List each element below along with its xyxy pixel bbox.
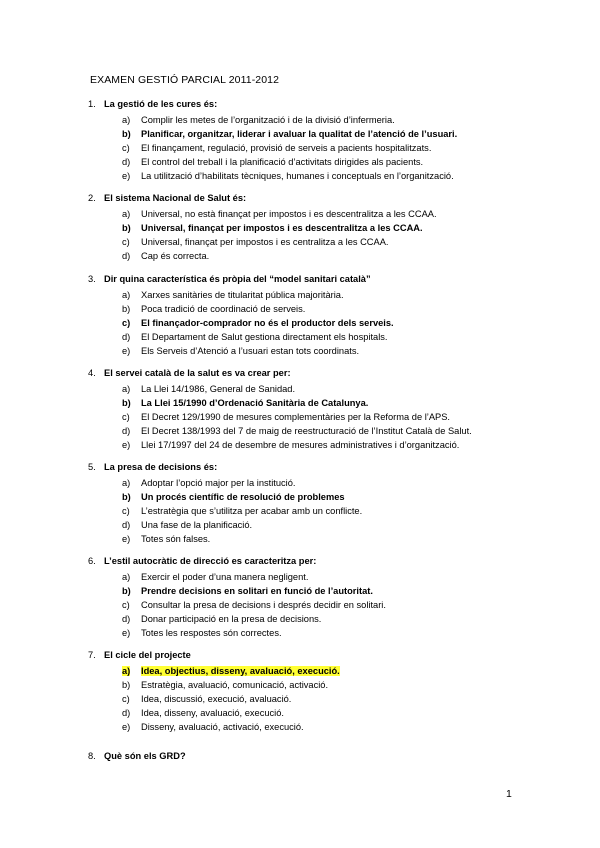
option-text: Un procés científic de resolució de problemes — [141, 491, 345, 502]
option-text: Idea, disseny, avaluació, execució. — [141, 707, 284, 718]
option-text: Universal, no està finançat per impostos i es descentralitza a les CCAA. — [141, 208, 437, 219]
option-letter: e) — [122, 533, 131, 544]
page-number: 1 — [506, 788, 512, 800]
option-letter: b) — [122, 397, 131, 408]
option-text: El control del treball i la planificació d’activitats dirigides als pacients. — [141, 156, 424, 167]
option-letter: c) — [122, 317, 131, 328]
question-heading — [88, 556, 317, 566]
option-letter: d) — [122, 707, 131, 718]
option-letter: a) — [122, 383, 131, 394]
option-letter: c) — [122, 236, 130, 247]
question-text: La presa de decisions és: — [104, 462, 218, 472]
option-text: Totes les respostes són correctes. — [141, 627, 282, 638]
option-letter: b) — [122, 679, 131, 690]
option-letter: a) — [122, 289, 131, 300]
option-letter: b) — [122, 585, 131, 596]
question-number: 5. — [88, 462, 96, 472]
question-text: La gestió de les cures és: — [104, 99, 218, 109]
option-letter: c) — [122, 411, 130, 422]
option-text: Complir les metes de l’organització i de la divisió d’infermeria. — [141, 114, 395, 125]
question-number: 6. — [88, 556, 96, 566]
option-text: Totes són falses. — [141, 533, 211, 544]
option-text: Donar participació en la presa de decisions. — [141, 613, 322, 624]
option-text: El finançador-comprador no és el productor dels serveis. — [141, 317, 394, 328]
option-text: Els Serveis d’Atenció a l’usuari estan tots coordinats. — [141, 345, 360, 356]
option-letter: a) — [122, 208, 131, 219]
option-text: El Decret 138/1993 del 7 de maig de reestructuració de l’Institut Català de Salut. — [141, 425, 472, 436]
option-text: Exercir el poder d’una manera negligent. — [141, 571, 309, 582]
option-text: Prendre decisions en solitari en funció de l’autoritat. — [141, 585, 373, 596]
question-number: 1. — [88, 99, 96, 109]
option-text: Llei 17/1997 del 24 de desembre de mesures administratives i d’organització. — [141, 439, 460, 450]
question-heading — [88, 650, 191, 660]
question-number: 3. — [88, 274, 96, 284]
question-number: 2. — [88, 193, 96, 203]
option-letter: d) — [122, 425, 131, 436]
question-text: L’estil autocràtic de direcció es caracteritza per: — [104, 556, 317, 566]
question-text: Què són els GRD? — [104, 751, 186, 761]
question-heading — [88, 751, 186, 761]
question-heading — [88, 193, 247, 203]
option-text: Estratègia, avaluació, comunicació, activació. — [141, 679, 329, 690]
question-number: 8. — [88, 751, 96, 761]
question-text: El cicle del projecte — [104, 650, 191, 660]
option-letter: d) — [122, 519, 131, 530]
option-text: La Llei 14/1986, General de Sanidad. — [141, 383, 296, 394]
option-letter: e) — [122, 170, 131, 181]
option-letter: c) — [122, 693, 130, 704]
option-letter: a) — [122, 571, 131, 582]
option-letter: e) — [122, 345, 131, 356]
question-number: 7. — [88, 650, 96, 660]
option-letter: e) — [122, 721, 131, 732]
option-text: El finançament, regulació, provisió de serveis a pacients hospitalitzats. — [141, 142, 432, 153]
option-text: La Llei 15/1990 d’Ordenació Sanitària de Catalunya. — [141, 397, 369, 408]
option-text: Xarxes sanitàries de titularitat pública majoritària. — [141, 289, 344, 300]
question-text: Dir quina característica és pròpia del “model sanitari català” — [104, 274, 371, 284]
option-text: El Departament de Salut gestiona directament els hospitals. — [141, 331, 388, 342]
option-letter: d) — [122, 331, 131, 342]
option-text: Cap és correcta. — [141, 250, 210, 261]
option-letter: d) — [122, 156, 131, 167]
option-text: Universal, finançat per impostos i es descentralitza a les CCAA. — [141, 222, 423, 233]
option-text: Idea, objectius, disseny, avaluació, execució. — [141, 665, 340, 676]
option-text: Disseny, avaluació, activació, execució. — [141, 721, 304, 732]
option-letter: b) — [122, 491, 131, 502]
question-heading — [88, 368, 291, 378]
option-text: Planificar, organitzar, liderar i avaluar la qualitat de l’atenció de l’usuari. — [141, 128, 458, 139]
page-title: EXAMEN GESTIÓ PARCIAL 2011-2012 — [90, 74, 280, 86]
option-letter: c) — [122, 142, 130, 153]
option-letter: d) — [122, 250, 131, 261]
question-heading — [88, 462, 218, 472]
option-text: Idea, discussió, execució, avaluació. — [141, 693, 292, 704]
option-text: El Decret 129/1990 de mesures complementàries per la Reforma de l’APS. — [141, 411, 451, 422]
option-text: Consultar la presa de decisions i després decidir en solitari. — [141, 599, 386, 610]
option-text: Adoptar l’opció major per la institució. — [141, 477, 296, 488]
question-text: El servei català de la salut es va crear per: — [104, 368, 291, 378]
question-heading — [88, 274, 371, 284]
option-text: Universal, finançat per impostos i es centralitza a les CCAA. — [141, 236, 389, 247]
option-letter: e) — [122, 627, 131, 638]
option-letter: a) — [122, 114, 131, 125]
option-letter: b) — [122, 128, 131, 139]
option-letter: b) — [122, 222, 131, 233]
option-text: Una fase de la planificació. — [141, 519, 253, 530]
question-number: 4. — [88, 368, 96, 378]
option-text: La utilització d’habilitats tècniques, humanes i conceptuals en l’organització. — [141, 170, 454, 181]
option-letter: a) — [122, 665, 131, 676]
option-letter: b) — [122, 303, 131, 314]
option-letter: a) — [122, 477, 131, 488]
question-heading — [88, 99, 218, 109]
option-letter: c) — [122, 505, 130, 516]
option-letter: e) — [122, 439, 131, 450]
option-letter: c) — [122, 599, 130, 610]
option-letter: d) — [122, 613, 131, 624]
option-text: Poca tradició de coordinació de serveis. — [141, 303, 306, 314]
question-text: El sistema Nacional de Salut és: — [104, 193, 247, 203]
option-text: L’estratègia que s’utilitza per acabar amb un conflicte. — [141, 505, 363, 516]
